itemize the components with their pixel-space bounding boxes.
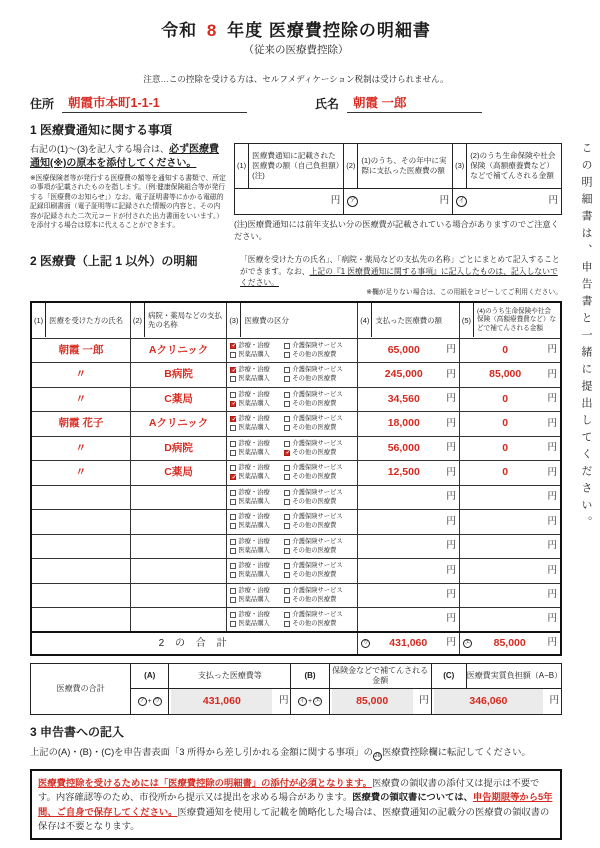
covered-amount-cell[interactable]: イ 円 [453, 188, 562, 214]
a-value-cell[interactable]: 431,060 円 [169, 689, 291, 715]
payee-cell[interactable] [130, 608, 226, 633]
table-header-row: (1) 医療を受けた方の氏名 (2) 病院・薬局などの支払先の名称 (3) 医療費の区分 (4) 支払った医療費の額 (5) (4)のうち生命保険や社会保険（高額療養費など）などで補てんされる金額 [31, 302, 561, 338]
checkbox-medicine[interactable]: ✓ 医薬品購入 [230, 400, 282, 408]
checkbox-icon [284, 597, 290, 603]
amount-cell[interactable]: 65,000 円 [358, 338, 460, 363]
c-label: (C) [431, 664, 466, 689]
section3-heading: 3 申告書への記入 [30, 725, 125, 740]
checkbox-icon [284, 450, 290, 456]
checkbox-icon [230, 441, 236, 447]
checkbox-icon [284, 392, 290, 398]
copy-note: ※欄が足りない場合は、この用紙をコピーしてご利用ください。 [366, 289, 562, 297]
checkbox-icon [230, 514, 236, 520]
checkbox-icon [284, 621, 290, 627]
checkbox-nursing[interactable]: 介護保険サービス [284, 587, 354, 595]
a-formula: ア + ウ [131, 689, 169, 715]
checkbox-other[interactable]: その他の医療費 [284, 473, 354, 481]
item-26-icon: 26 [373, 752, 382, 761]
checkbox-medicine[interactable]: 医薬品購入 [230, 375, 282, 383]
address-field [30, 95, 247, 113]
checkbox-other[interactable]: ✓ その他の医療費 [284, 449, 354, 457]
checkbox-icon [230, 401, 236, 407]
checkbox-nursing[interactable]: 介護保険サービス [284, 415, 354, 423]
checkbox-icon [284, 474, 290, 480]
b-label: (B) [291, 664, 329, 689]
mark-i-icon: イ [298, 697, 307, 706]
checkbox-nursing[interactable]: 介護保険サービス [284, 440, 354, 448]
a-label: (A) [131, 664, 169, 689]
section1-lead: 右記の(1)～(3)を記入する場合は、 [30, 143, 169, 154]
checkbox-icon [230, 352, 236, 358]
b-value-cell[interactable]: 85,000 円 [329, 689, 431, 715]
checkbox-medicine[interactable]: 医薬品購入 [230, 620, 282, 628]
table-row [31, 461, 561, 486]
checkbox-icon [230, 343, 236, 349]
checkbox-icon [284, 499, 290, 505]
checkbox-nursing[interactable]: 介護保険サービス [284, 538, 354, 546]
payee-cell[interactable]: C薬局 [130, 461, 226, 486]
checkbox-other[interactable]: その他の医療費 [284, 596, 354, 604]
checkbox-icon [284, 588, 290, 594]
checkbox-medicine[interactable]: 医薬品購入 [230, 522, 282, 530]
section2-total-row [31, 632, 561, 655]
checkbox-medicine[interactable]: 医薬品購入 [230, 449, 282, 457]
patient-name-cell[interactable]: 〃 [31, 363, 130, 388]
checkbox-icon [230, 597, 236, 603]
table-row-empty [31, 534, 561, 559]
header-patient-name: 医療を受けた方の氏名 [49, 315, 124, 325]
checkbox-treatment[interactable]: 診療・治療 [230, 587, 282, 595]
covered-cell[interactable]: 0 円 [459, 461, 561, 486]
checkbox-treatment[interactable]: ✓ 診療・治療 [230, 366, 282, 374]
checkbox-icon [284, 563, 290, 569]
col3-label: (2)のうち生命保険や社会保険（高額療養費など）などで補てんされる金額 [470, 150, 556, 180]
checkbox-treatment[interactable]: 診療・治療 [230, 513, 282, 521]
grand-total-table [30, 663, 562, 715]
section1-footnote: (注)医療費通知には前年支払い分の医療費が記載されている場合がありますのでご注意ください。 [234, 219, 559, 241]
checkbox-medicine[interactable]: 医薬品購入 [230, 547, 282, 555]
checkbox-icon [284, 376, 290, 382]
header-payee: 病院・薬局などの支払先の名称 [148, 310, 222, 330]
name-field [315, 95, 482, 113]
checkbox-nursing[interactable]: 介護保険サービス [284, 391, 354, 399]
c-value-cell[interactable]: 346,060 円 [431, 689, 561, 715]
b-formula: イ + エ [291, 689, 329, 715]
checkbox-treatment[interactable]: ✓ 診療・治療 [230, 342, 282, 350]
checkbox-treatment[interactable]: 診療・治療 [230, 611, 282, 619]
col2-label: (1)のうち、その年中に実際に支払った医療費の額 [361, 155, 447, 175]
payee-cell[interactable]: D病院 [130, 436, 226, 461]
mark-u-icon: ウ [153, 697, 162, 706]
mark-i-icon: イ [456, 196, 467, 207]
c-header: 医療費実質負担額（A−B） [466, 664, 561, 689]
payee-cell[interactable] [130, 510, 226, 535]
medical-expense-table [30, 301, 562, 656]
checkbox-nursing[interactable]: 介護保険サービス [284, 611, 354, 619]
checkbox-icon [230, 588, 236, 594]
checkbox-icon [230, 523, 236, 529]
checkbox-icon [230, 499, 236, 505]
mark-a-icon: ア [347, 196, 358, 207]
notice-amount-cell[interactable]: 円 [235, 188, 344, 214]
year-suffix: 年度 [227, 21, 264, 40]
checkbox-icon [230, 474, 236, 480]
warning-keep-5years: 申告期限等から5年間、ご自身で保存してください。 [38, 792, 553, 817]
patient-name-cell[interactable] [31, 534, 130, 559]
payee-cell[interactable] [130, 485, 226, 510]
warning-required: 医療費控除を受けるためには「医療費控除の明細書」の添付が必須となります。 [38, 777, 372, 788]
section1-body [30, 143, 562, 243]
mark-u-icon: ウ [361, 639, 370, 648]
amount-cell[interactable]: 円 [358, 534, 460, 559]
checkbox-nursing[interactable]: 介護保険サービス [284, 513, 354, 521]
covered-cell[interactable]: 0 円 [459, 387, 561, 412]
address-input[interactable]: 朝霞市本町1-1-1 [62, 95, 247, 113]
checkbox-icon [284, 465, 290, 471]
table-row [31, 412, 561, 437]
checkbox-icon [230, 621, 236, 627]
checkbox-icon [284, 343, 290, 349]
amount-cell[interactable]: 34,560 円 [358, 387, 460, 412]
checkbox-icon [230, 572, 236, 578]
checkbox-icon [284, 401, 290, 407]
checkbox-icon [230, 392, 236, 398]
amount-cell[interactable]: 円 [358, 583, 460, 608]
table-row [31, 363, 561, 388]
table-row [31, 436, 561, 461]
amount-cell[interactable]: 円 [358, 608, 460, 633]
payee-cell[interactable] [130, 583, 226, 608]
mark-a-icon: ア [138, 697, 147, 706]
section1-table-wrap [234, 143, 562, 243]
amount-cell[interactable]: 245,000 円 [358, 363, 460, 388]
grand-total-label: 医療費の合計 [31, 664, 131, 715]
checkbox-other[interactable]: その他の医療費 [284, 375, 354, 383]
checkbox-treatment[interactable]: 診療・治療 [230, 489, 282, 497]
amount-cell[interactable]: 円 [358, 485, 460, 510]
patient-name-cell[interactable]: 朝霞 一郎 [31, 338, 130, 363]
patient-name-cell[interactable] [31, 510, 130, 535]
medical-notice-table [234, 143, 562, 215]
side-note: この明細書は、申告書と一緒に提出してください。 [580, 142, 592, 533]
checkbox-icon [284, 425, 290, 431]
covered-cell[interactable]: 0 円 [459, 338, 561, 363]
checkbox-icon [230, 612, 236, 618]
table-row-empty [31, 583, 561, 608]
checkbox-icon [230, 376, 236, 382]
name-input[interactable]: 朝霞 一郎 [347, 95, 482, 113]
checkbox-icon [230, 465, 236, 471]
covered-cell[interactable]: 円 [459, 510, 561, 535]
checkbox-nursing[interactable]: 介護保険サービス [284, 464, 354, 472]
covered-cell[interactable]: 円 [459, 485, 561, 510]
amount-cell[interactable]: 12,500 円 [358, 461, 460, 486]
patient-name-cell[interactable]: 〃 [31, 387, 130, 412]
checkbox-treatment[interactable]: ✓ 診療・治療 [230, 415, 282, 423]
checkbox-icon [230, 416, 236, 422]
selfmedication-notice: 注意…この控除を受ける方は、セルフメディケーション税制は受けられません。 [143, 73, 449, 84]
header-covered: (4)のうち生命保険や社会保険（高額療養費など）などで補てんされる金額 [477, 307, 557, 332]
payee-cell[interactable] [130, 559, 226, 584]
header-category: 医療費の区分 [244, 315, 289, 325]
table-row-empty [31, 485, 561, 510]
total-label: 2 の 合 計 [31, 632, 358, 655]
amount-cell[interactable]: 56,000 円 [358, 436, 460, 461]
checkbox-icon [284, 523, 290, 529]
covered-cell[interactable]: 円 [459, 608, 561, 633]
checkbox-medicine[interactable]: 医薬品購入 [230, 351, 282, 359]
covered-cell[interactable]: 円 [459, 583, 561, 608]
title-main: 医療費控除の明細書 [268, 21, 431, 40]
mark-e-icon: エ [463, 639, 472, 648]
section2-header [30, 254, 562, 298]
checkbox-nursing[interactable]: 介護保険サービス [284, 489, 354, 497]
header-amount: 支払った医療費の額 [375, 315, 442, 325]
section1-lead-emphasis: 必ず医療費通知(※)の原本を添付してください。 [30, 143, 219, 170]
patient-name-cell[interactable] [31, 583, 130, 608]
page-subtitle: （従来の医療費控除） [243, 44, 349, 57]
patient-name-cell[interactable]: 〃 [31, 461, 130, 486]
checkbox-icon [230, 490, 236, 496]
warning-box: 医療費控除を受けるためには「医療費控除の明細書」の添付が必須となります。医療費の領収書の添付又は提示は不要です。内容確認等のため、市役所から提示又は提出を求める場合があります。医療費の領収書については、申告期限等から5年間、ご自身で保存してください。医療費通知を使用して記載を簡略化した場合は、医療費通知の記載分の医療費の領収書の保存は不要となります。 [30, 769, 562, 841]
checkbox-nursing[interactable]: 介護保険サービス [284, 342, 354, 350]
section1-instructions [30, 143, 226, 243]
table-row-empty [31, 559, 561, 584]
checkbox-icon [284, 367, 290, 373]
b-header: 保険金などで補てんされる金額 [329, 664, 431, 689]
amount-cell[interactable]: 円 [358, 510, 460, 535]
checkbox-medicine[interactable]: ✓ 医薬品購入 [230, 473, 282, 481]
payee-cell[interactable]: Aクリニック [130, 338, 226, 363]
checkbox-other[interactable]: その他の医療費 [284, 400, 354, 408]
checkbox-treatment[interactable]: 診療・治療 [230, 538, 282, 546]
year-value: 8 [206, 21, 218, 40]
checkbox-nursing[interactable]: 介護保険サービス [284, 562, 354, 570]
checkbox-icon [230, 425, 236, 431]
checkbox-other[interactable]: その他の医療費 [284, 351, 354, 359]
patient-name-cell[interactable]: 〃 [31, 436, 130, 461]
patient-name-cell[interactable] [31, 485, 130, 510]
identity-row [30, 95, 562, 113]
mark-e-icon: エ [313, 697, 322, 706]
checkbox-medicine[interactable]: 医薬品購入 [230, 596, 282, 604]
col1-number: (1) [235, 144, 249, 188]
name-label: 氏名 [315, 97, 340, 112]
checkbox-icon [230, 563, 236, 569]
checkbox-icon [284, 514, 290, 520]
checkbox-treatment[interactable]: 診療・治療 [230, 562, 282, 570]
amount-cell[interactable]: 円 [358, 559, 460, 584]
checkbox-other[interactable]: その他の医療費 [284, 522, 354, 530]
covered-cell[interactable]: 85,000 円 [459, 363, 561, 388]
col1-label: 医療費通知に記載された医療費の額（自己負担額）(注) [252, 150, 340, 180]
a-header: 支払った医療費等 [169, 664, 291, 689]
checkbox-icon [284, 572, 290, 578]
checkbox-treatment[interactable]: 診療・治療 [230, 464, 282, 472]
total-amount-cell[interactable]: ウ 431,060 円 [358, 632, 460, 655]
table-row-empty [31, 510, 561, 535]
payee-cell[interactable]: Aクリニック [130, 412, 226, 437]
checkbox-icon [230, 548, 236, 554]
checkbox-icon [230, 450, 236, 456]
section2-intro-underline: 上記の『1 医療費通知に関する事項』に記入したものは、記入しないでください。 [240, 266, 558, 287]
address-label: 住所 [30, 97, 55, 112]
checkbox-icon [284, 416, 290, 422]
section3-body: 上記の(A)・(B)・(C)を申告書表面「3 所得から差し引かれる金額に関する事項」の26医療費控除欄に転記してください。 [30, 746, 562, 761]
checkbox-icon [284, 352, 290, 358]
checkbox-other[interactable]: その他の医療費 [284, 547, 354, 555]
checkbox-icon [284, 441, 290, 447]
payee-cell[interactable] [130, 534, 226, 559]
checkbox-icon [230, 539, 236, 545]
section1-note: ※医療保険者等が発行する医療費の額等を通知する書類で、所定の事項が記載されたものを指します。（例:健康保険組合等が発行する「医療費のお知らせ」）なお、電子証明書等にかかる電磁的記録印刷書面（電子証明等に記録された情報の内容と、その内容が記録された二次元コードが付された出力書面をいいます。）を添付する場合は原本に代えることができます。 [30, 174, 226, 230]
era-label: 令和 [161, 21, 198, 40]
patient-name-cell[interactable] [31, 559, 130, 584]
total-covered-cell[interactable]: エ 85,000 円 [459, 632, 561, 655]
section1-heading: 1 医療費通知に関する事項 [30, 123, 173, 138]
checkbox-treatment[interactable]: 診療・治療 [230, 391, 282, 399]
checkbox-medicine[interactable]: 医薬品購入 [230, 571, 282, 579]
covered-cell[interactable]: 円 [459, 559, 561, 584]
table-row [31, 387, 561, 412]
patient-name-cell[interactable] [31, 608, 130, 633]
checkbox-other[interactable]: その他の医療費 [284, 571, 354, 579]
covered-cell[interactable]: 0 円 [459, 436, 561, 461]
table-row [31, 338, 561, 363]
payee-cell[interactable]: C薬局 [130, 387, 226, 412]
checkbox-other[interactable]: その他の医療費 [284, 620, 354, 628]
checkbox-icon [284, 490, 290, 496]
covered-cell[interactable]: 円 [459, 534, 561, 559]
checkbox-icon [284, 548, 290, 554]
checkbox-icon [284, 539, 290, 545]
checkbox-icon [230, 367, 236, 373]
checkbox-medicine[interactable]: 医薬品購入 [230, 498, 282, 506]
checkbox-other[interactable]: その他の医療費 [284, 498, 354, 506]
col2-number: (2) [344, 144, 358, 188]
amount-cell[interactable]: 18,000 円 [358, 412, 460, 437]
checkbox-other[interactable]: その他の医療費 [284, 424, 354, 432]
col3-number: (3) [453, 144, 467, 188]
checkbox-icon [284, 612, 290, 618]
checkbox-treatment[interactable]: 診療・治療 [230, 440, 282, 448]
patient-name-cell[interactable]: 朝霞 花子 [31, 412, 130, 437]
paid-amount-cell[interactable]: ア 円 [344, 188, 453, 214]
page-title [30, 20, 562, 42]
checkbox-nursing[interactable]: 介護保険サービス [284, 366, 354, 374]
section2-intro: 「医療を受けた方の氏名」、「病院・薬局などの支払先の名称」ごとにまとめて記入することができます。なお、上記の『1 医療費通知に関する事項』に記入したものは、記入しないでください。 ※欄が足りない場合は、この用紙をコピーしてご利用ください。 [240, 255, 562, 297]
table-row-empty [31, 608, 561, 633]
checkbox-medicine[interactable]: 医薬品購入 [230, 424, 282, 432]
payee-cell[interactable]: B病院 [130, 363, 226, 388]
section2-heading: 2 医療費（上記 1 以外）の明細 [30, 254, 198, 269]
covered-cell[interactable]: 0 円 [459, 412, 561, 437]
